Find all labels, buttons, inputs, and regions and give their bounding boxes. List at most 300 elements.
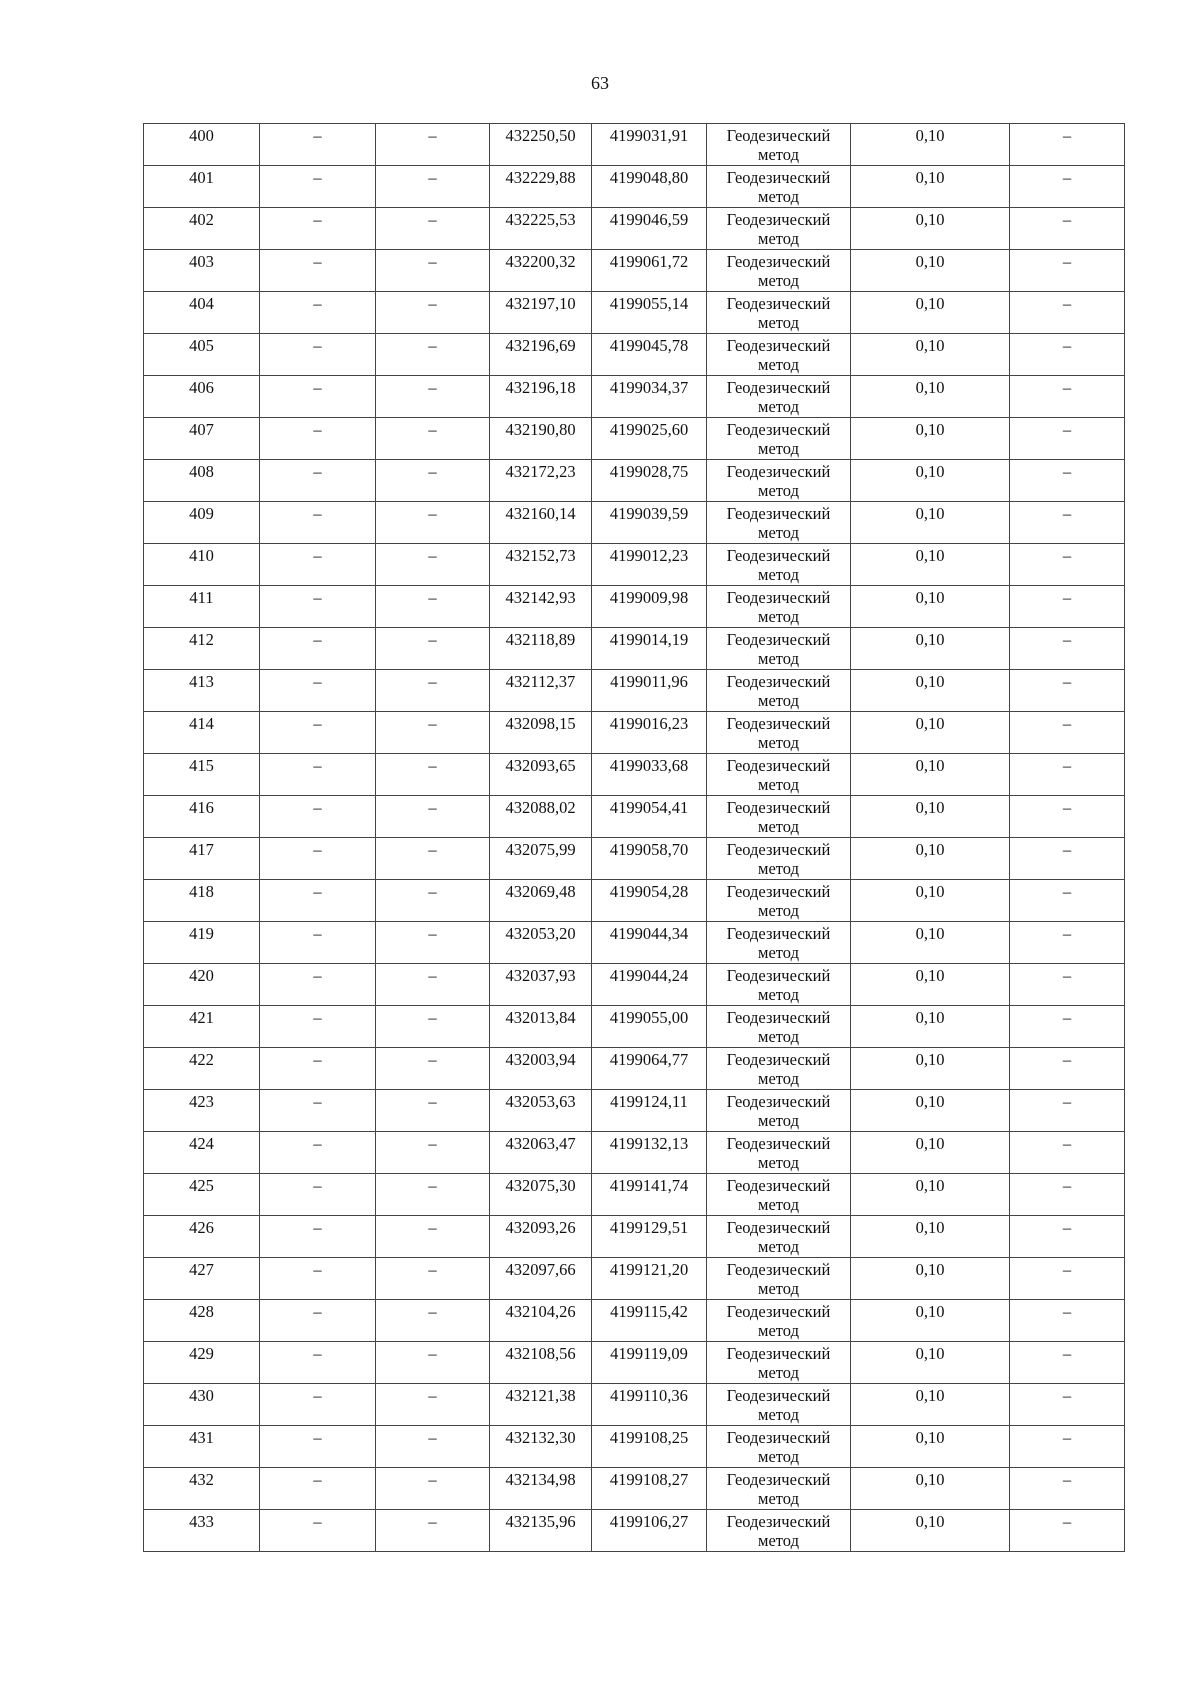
y-coordinate-cell: 4199011,96 [592, 670, 707, 712]
dash-cell-2: – [376, 502, 490, 544]
accuracy-cell: 0,10 [851, 964, 1010, 1006]
table-row [144, 376, 1125, 418]
x-coordinate-cell: 432121,38 [490, 1384, 592, 1426]
method-cell: Геодезический метод [707, 124, 851, 166]
point-number-cell: 428 [144, 1300, 260, 1342]
method-cell: Геодезический метод [707, 880, 851, 922]
note-cell: – [1010, 754, 1125, 796]
table-row [144, 544, 1125, 586]
dash-cell-2: – [376, 628, 490, 670]
accuracy-cell: 0,10 [851, 922, 1010, 964]
point-number-cell: 406 [144, 376, 260, 418]
accuracy-cell: 0,10 [851, 586, 1010, 628]
table-row [144, 1300, 1125, 1342]
dash-cell-1: – [260, 1216, 376, 1258]
accuracy-cell: 0,10 [851, 628, 1010, 670]
point-number-cell: 424 [144, 1132, 260, 1174]
table-row [144, 586, 1125, 628]
x-coordinate-cell: 432142,93 [490, 586, 592, 628]
dash-cell-2: – [376, 376, 490, 418]
y-coordinate-cell: 4199055,00 [592, 1006, 707, 1048]
x-coordinate-cell: 432053,63 [490, 1090, 592, 1132]
table-row [144, 1048, 1125, 1090]
point-number-cell: 411 [144, 586, 260, 628]
dash-cell-2: – [376, 250, 490, 292]
y-coordinate-cell: 4199044,34 [592, 922, 707, 964]
method-cell: Геодезический метод [707, 1048, 851, 1090]
x-coordinate-cell: 432160,14 [490, 502, 592, 544]
method-cell: Геодезический метод [707, 1468, 851, 1510]
dash-cell-1: – [260, 796, 376, 838]
table-row [144, 1132, 1125, 1174]
x-coordinate-cell: 432013,84 [490, 1006, 592, 1048]
dash-cell-2: – [376, 208, 490, 250]
y-coordinate-cell: 4199028,75 [592, 460, 707, 502]
dash-cell-2: – [376, 1342, 490, 1384]
dash-cell-1: – [260, 1510, 376, 1552]
point-number-cell: 420 [144, 964, 260, 1006]
table-row [144, 670, 1125, 712]
x-coordinate-cell: 432003,94 [490, 1048, 592, 1090]
accuracy-cell: 0,10 [851, 712, 1010, 754]
x-coordinate-cell: 432093,26 [490, 1216, 592, 1258]
table-row [144, 754, 1125, 796]
y-coordinate-cell: 4199054,41 [592, 796, 707, 838]
method-cell: Геодезический метод [707, 1384, 851, 1426]
table-row [144, 166, 1125, 208]
table-row [144, 964, 1125, 1006]
dash-cell-2: – [376, 1048, 490, 1090]
dash-cell-1: – [260, 1300, 376, 1342]
point-number-cell: 433 [144, 1510, 260, 1552]
accuracy-cell: 0,10 [851, 1384, 1010, 1426]
x-coordinate-cell: 432093,65 [490, 754, 592, 796]
dash-cell-2: – [376, 292, 490, 334]
dash-cell-2: – [376, 922, 490, 964]
point-number-cell: 403 [144, 250, 260, 292]
dash-cell-1: – [260, 1342, 376, 1384]
y-coordinate-cell: 4199141,74 [592, 1174, 707, 1216]
point-number-cell: 414 [144, 712, 260, 754]
dash-cell-1: – [260, 250, 376, 292]
accuracy-cell: 0,10 [851, 1258, 1010, 1300]
dash-cell-1: – [260, 838, 376, 880]
point-number-cell: 431 [144, 1426, 260, 1468]
x-coordinate-cell: 432075,99 [490, 838, 592, 880]
y-coordinate-cell: 4199115,42 [592, 1300, 707, 1342]
note-cell: – [1010, 1426, 1125, 1468]
y-coordinate-cell: 4199045,78 [592, 334, 707, 376]
x-coordinate-cell: 432053,20 [490, 922, 592, 964]
y-coordinate-cell: 4199064,77 [592, 1048, 707, 1090]
x-coordinate-cell: 432104,26 [490, 1300, 592, 1342]
y-coordinate-cell: 4199014,19 [592, 628, 707, 670]
point-number-cell: 418 [144, 880, 260, 922]
accuracy-cell: 0,10 [851, 838, 1010, 880]
point-number-cell: 407 [144, 418, 260, 460]
y-coordinate-cell: 4199039,59 [592, 502, 707, 544]
table-row [144, 1384, 1125, 1426]
dash-cell-1: – [260, 1426, 376, 1468]
dash-cell-1: – [260, 418, 376, 460]
coordinates-table [143, 123, 1125, 1552]
dash-cell-2: – [376, 1384, 490, 1426]
note-cell: – [1010, 334, 1125, 376]
point-number-cell: 409 [144, 502, 260, 544]
dash-cell-1: – [260, 880, 376, 922]
point-number-cell: 426 [144, 1216, 260, 1258]
note-cell: – [1010, 418, 1125, 460]
y-coordinate-cell: 4199016,23 [592, 712, 707, 754]
point-number-cell: 425 [144, 1174, 260, 1216]
dash-cell-2: – [376, 1006, 490, 1048]
dash-cell-2: – [376, 544, 490, 586]
note-cell: – [1010, 964, 1125, 1006]
x-coordinate-cell: 432196,69 [490, 334, 592, 376]
table-row [144, 922, 1125, 964]
note-cell: – [1010, 1132, 1125, 1174]
dash-cell-1: – [260, 628, 376, 670]
x-coordinate-cell: 432229,88 [490, 166, 592, 208]
note-cell: – [1010, 1300, 1125, 1342]
y-coordinate-cell: 4199121,20 [592, 1258, 707, 1300]
x-coordinate-cell: 432118,89 [490, 628, 592, 670]
dash-cell-1: – [260, 334, 376, 376]
note-cell: – [1010, 586, 1125, 628]
note-cell: – [1010, 124, 1125, 166]
accuracy-cell: 0,10 [851, 1174, 1010, 1216]
dash-cell-2: – [376, 754, 490, 796]
note-cell: – [1010, 460, 1125, 502]
y-coordinate-cell: 4199033,68 [592, 754, 707, 796]
x-coordinate-cell: 432098,15 [490, 712, 592, 754]
note-cell: – [1010, 1258, 1125, 1300]
point-number-cell: 430 [144, 1384, 260, 1426]
method-cell: Геодезический метод [707, 1174, 851, 1216]
note-cell: – [1010, 670, 1125, 712]
method-cell: Геодезический метод [707, 502, 851, 544]
table-row [144, 628, 1125, 670]
dash-cell-2: – [376, 1216, 490, 1258]
accuracy-cell: 0,10 [851, 208, 1010, 250]
dash-cell-1: – [260, 1468, 376, 1510]
y-coordinate-cell: 4199044,24 [592, 964, 707, 1006]
dash-cell-1: – [260, 712, 376, 754]
table-row [144, 1510, 1125, 1552]
method-cell: Геодезический метод [707, 628, 851, 670]
accuracy-cell: 0,10 [851, 544, 1010, 586]
method-cell: Геодезический метод [707, 1258, 851, 1300]
note-cell: – [1010, 1216, 1125, 1258]
dash-cell-2: – [376, 460, 490, 502]
dash-cell-1: – [260, 1258, 376, 1300]
dash-cell-2: – [376, 1090, 490, 1132]
point-number-cell: 413 [144, 670, 260, 712]
dash-cell-2: – [376, 586, 490, 628]
accuracy-cell: 0,10 [851, 796, 1010, 838]
point-number-cell: 412 [144, 628, 260, 670]
table-row [144, 880, 1125, 922]
y-coordinate-cell: 4199055,14 [592, 292, 707, 334]
x-coordinate-cell: 432197,10 [490, 292, 592, 334]
accuracy-cell: 0,10 [851, 418, 1010, 460]
method-cell: Геодезический метод [707, 1006, 851, 1048]
note-cell: – [1010, 712, 1125, 754]
point-number-cell: 410 [144, 544, 260, 586]
y-coordinate-cell: 4199046,59 [592, 208, 707, 250]
dash-cell-1: – [260, 292, 376, 334]
dash-cell-2: – [376, 1468, 490, 1510]
accuracy-cell: 0,10 [851, 334, 1010, 376]
y-coordinate-cell: 4199048,80 [592, 166, 707, 208]
point-number-cell: 404 [144, 292, 260, 334]
accuracy-cell: 0,10 [851, 292, 1010, 334]
note-cell: – [1010, 1468, 1125, 1510]
coordinates-table-body [144, 124, 1125, 1552]
table-row [144, 1216, 1125, 1258]
dash-cell-2: – [376, 1300, 490, 1342]
dash-cell-2: – [376, 1510, 490, 1552]
dash-cell-1: – [260, 502, 376, 544]
x-coordinate-cell: 432088,02 [490, 796, 592, 838]
dash-cell-1: – [260, 1048, 376, 1090]
dash-cell-1: – [260, 1384, 376, 1426]
dash-cell-2: – [376, 796, 490, 838]
table-row [144, 1258, 1125, 1300]
dash-cell-2: – [376, 1426, 490, 1468]
table-row [144, 1174, 1125, 1216]
point-number-cell: 419 [144, 922, 260, 964]
x-coordinate-cell: 432190,80 [490, 418, 592, 460]
dash-cell-2: – [376, 880, 490, 922]
dash-cell-1: – [260, 544, 376, 586]
dash-cell-1: – [260, 376, 376, 418]
method-cell: Геодезический метод [707, 754, 851, 796]
point-number-cell: 401 [144, 166, 260, 208]
dash-cell-1: – [260, 1132, 376, 1174]
method-cell: Геодезический метод [707, 376, 851, 418]
note-cell: – [1010, 544, 1125, 586]
method-cell: Геодезический метод [707, 208, 851, 250]
dash-cell-2: – [376, 964, 490, 1006]
accuracy-cell: 0,10 [851, 250, 1010, 292]
table-row [144, 1090, 1125, 1132]
point-number-cell: 417 [144, 838, 260, 880]
note-cell: – [1010, 1342, 1125, 1384]
x-coordinate-cell: 432152,73 [490, 544, 592, 586]
method-cell: Геодезический метод [707, 922, 851, 964]
point-number-cell: 423 [144, 1090, 260, 1132]
method-cell: Геодезический метод [707, 292, 851, 334]
page-number: 63 [591, 73, 609, 93]
dash-cell-2: – [376, 838, 490, 880]
point-number-cell: 427 [144, 1258, 260, 1300]
note-cell: – [1010, 1174, 1125, 1216]
note-cell: – [1010, 628, 1125, 670]
note-cell: – [1010, 796, 1125, 838]
dash-cell-2: – [376, 418, 490, 460]
accuracy-cell: 0,10 [851, 754, 1010, 796]
y-coordinate-cell: 4199012,23 [592, 544, 707, 586]
dash-cell-2: – [376, 1132, 490, 1174]
x-coordinate-cell: 432172,23 [490, 460, 592, 502]
note-cell: – [1010, 376, 1125, 418]
method-cell: Геодезический метод [707, 1510, 851, 1552]
dash-cell-1: – [260, 1006, 376, 1048]
note-cell: – [1010, 922, 1125, 964]
note-cell: – [1010, 1048, 1125, 1090]
y-coordinate-cell: 4199058,70 [592, 838, 707, 880]
accuracy-cell: 0,10 [851, 1132, 1010, 1174]
table-row [144, 502, 1125, 544]
table-row [144, 712, 1125, 754]
y-coordinate-cell: 4199108,25 [592, 1426, 707, 1468]
accuracy-cell: 0,10 [851, 1342, 1010, 1384]
dash-cell-1: – [260, 124, 376, 166]
y-coordinate-cell: 4199129,51 [592, 1216, 707, 1258]
dash-cell-1: – [260, 460, 376, 502]
method-cell: Геодезический метод [707, 1342, 851, 1384]
y-coordinate-cell: 4199110,36 [592, 1384, 707, 1426]
dash-cell-1: – [260, 1090, 376, 1132]
point-number-cell: 405 [144, 334, 260, 376]
point-number-cell: 415 [144, 754, 260, 796]
y-coordinate-cell: 4199106,27 [592, 1510, 707, 1552]
point-number-cell: 422 [144, 1048, 260, 1090]
x-coordinate-cell: 432037,93 [490, 964, 592, 1006]
x-coordinate-cell: 432097,66 [490, 1258, 592, 1300]
note-cell: – [1010, 292, 1125, 334]
table-row [144, 250, 1125, 292]
method-cell: Геодезический метод [707, 334, 851, 376]
dash-cell-2: – [376, 166, 490, 208]
method-cell: Геодезический метод [707, 1216, 851, 1258]
method-cell: Геодезический метод [707, 1090, 851, 1132]
method-cell: Геодезический метод [707, 166, 851, 208]
accuracy-cell: 0,10 [851, 670, 1010, 712]
point-number-cell: 421 [144, 1006, 260, 1048]
table-row [144, 418, 1125, 460]
accuracy-cell: 0,10 [851, 1468, 1010, 1510]
dash-cell-2: – [376, 1174, 490, 1216]
method-cell: Геодезический метод [707, 250, 851, 292]
y-coordinate-cell: 4199054,28 [592, 880, 707, 922]
dash-cell-1: – [260, 754, 376, 796]
y-coordinate-cell: 4199132,13 [592, 1132, 707, 1174]
point-number-cell: 429 [144, 1342, 260, 1384]
note-cell: – [1010, 1090, 1125, 1132]
y-coordinate-cell: 4199009,98 [592, 586, 707, 628]
y-coordinate-cell: 4199119,09 [592, 1342, 707, 1384]
x-coordinate-cell: 432108,56 [490, 1342, 592, 1384]
y-coordinate-cell: 4199108,27 [592, 1468, 707, 1510]
table-row [144, 1426, 1125, 1468]
accuracy-cell: 0,10 [851, 1090, 1010, 1132]
note-cell: – [1010, 166, 1125, 208]
table-row [144, 124, 1125, 166]
accuracy-cell: 0,10 [851, 880, 1010, 922]
accuracy-cell: 0,10 [851, 1006, 1010, 1048]
dash-cell-2: – [376, 1258, 490, 1300]
x-coordinate-cell: 432075,30 [490, 1174, 592, 1216]
x-coordinate-cell: 432200,32 [490, 250, 592, 292]
method-cell: Геодезический метод [707, 1300, 851, 1342]
accuracy-cell: 0,10 [851, 1300, 1010, 1342]
method-cell: Геодезический метод [707, 670, 851, 712]
y-coordinate-cell: 4199061,72 [592, 250, 707, 292]
method-cell: Геодезический метод [707, 712, 851, 754]
point-number-cell: 408 [144, 460, 260, 502]
x-coordinate-cell: 432225,53 [490, 208, 592, 250]
note-cell: – [1010, 1384, 1125, 1426]
x-coordinate-cell: 432069,48 [490, 880, 592, 922]
accuracy-cell: 0,10 [851, 1426, 1010, 1468]
method-cell: Геодезический метод [707, 838, 851, 880]
x-coordinate-cell: 432135,96 [490, 1510, 592, 1552]
method-cell: Геодезический метод [707, 418, 851, 460]
note-cell: – [1010, 502, 1125, 544]
dash-cell-2: – [376, 124, 490, 166]
note-cell: – [1010, 880, 1125, 922]
x-coordinate-cell: 432250,50 [490, 124, 592, 166]
table-row [144, 1006, 1125, 1048]
method-cell: Геодезический метод [707, 796, 851, 838]
accuracy-cell: 0,10 [851, 376, 1010, 418]
point-number-cell: 402 [144, 208, 260, 250]
dash-cell-1: – [260, 670, 376, 712]
dash-cell-2: – [376, 670, 490, 712]
table-row [144, 1342, 1125, 1384]
dash-cell-1: – [260, 1174, 376, 1216]
x-coordinate-cell: 432134,98 [490, 1468, 592, 1510]
x-coordinate-cell: 432112,37 [490, 670, 592, 712]
accuracy-cell: 0,10 [851, 1510, 1010, 1552]
y-coordinate-cell: 4199031,91 [592, 124, 707, 166]
note-cell: – [1010, 1006, 1125, 1048]
x-coordinate-cell: 432063,47 [490, 1132, 592, 1174]
point-number-cell: 432 [144, 1468, 260, 1510]
accuracy-cell: 0,10 [851, 124, 1010, 166]
note-cell: – [1010, 250, 1125, 292]
dash-cell-1: – [260, 586, 376, 628]
accuracy-cell: 0,10 [851, 166, 1010, 208]
method-cell: Геодезический метод [707, 964, 851, 1006]
dash-cell-1: – [260, 208, 376, 250]
y-coordinate-cell: 4199124,11 [592, 1090, 707, 1132]
dash-cell-1: – [260, 922, 376, 964]
accuracy-cell: 0,10 [851, 502, 1010, 544]
method-cell: Геодезический метод [707, 460, 851, 502]
accuracy-cell: 0,10 [851, 1216, 1010, 1258]
note-cell: – [1010, 208, 1125, 250]
table-row [144, 334, 1125, 376]
table-row [144, 460, 1125, 502]
table-row [144, 838, 1125, 880]
accuracy-cell: 0,10 [851, 1048, 1010, 1090]
method-cell: Геодезический метод [707, 1426, 851, 1468]
dash-cell-2: – [376, 334, 490, 376]
y-coordinate-cell: 4199034,37 [592, 376, 707, 418]
method-cell: Геодезический метод [707, 586, 851, 628]
point-number-cell: 400 [144, 124, 260, 166]
accuracy-cell: 0,10 [851, 460, 1010, 502]
x-coordinate-cell: 432132,30 [490, 1426, 592, 1468]
y-coordinate-cell: 4199025,60 [592, 418, 707, 460]
dash-cell-1: – [260, 964, 376, 1006]
table-row [144, 1468, 1125, 1510]
table-row [144, 796, 1125, 838]
note-cell: – [1010, 838, 1125, 880]
